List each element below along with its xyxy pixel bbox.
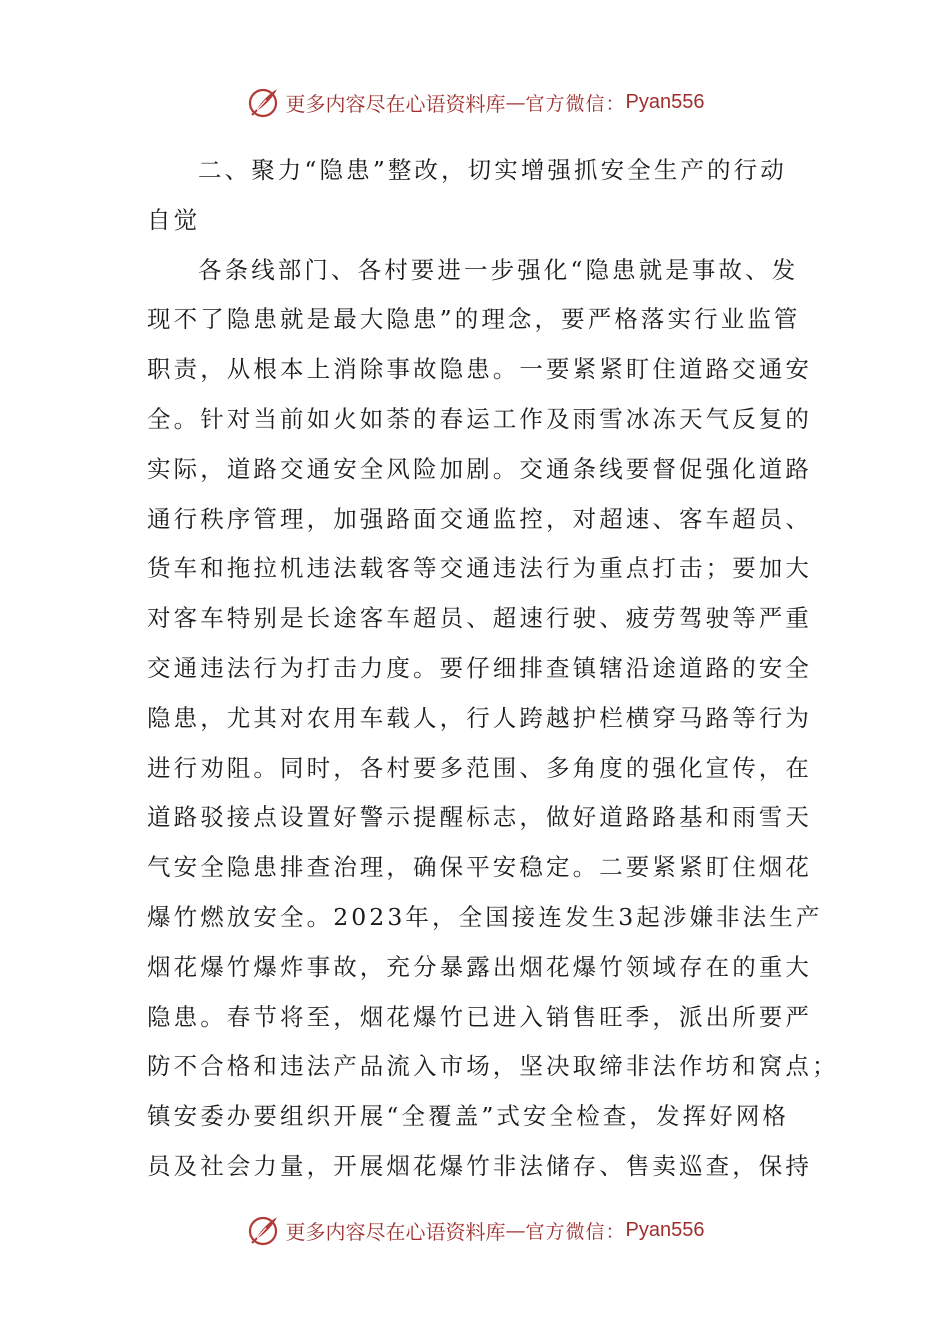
header-watermark — [0, 80, 950, 124]
body-line: 交通违法行为打击力度。要仔细排查镇辖沿途道路的安全 — [147, 653, 812, 682]
heading-line: 自觉 — [147, 205, 201, 234]
section-heading — [147, 146, 787, 246]
watermark-contact-label: 官方微信： — [525, 1220, 626, 1243]
body-line: 通行秩序管理，加强路面交通监控，对超速、客车超员、 — [147, 504, 812, 533]
body-line: 全。针对当前如火如荼的春运工作及雨雪冰冻天气反复的 — [147, 404, 812, 433]
body-line: 货车和拖拉机违法载客等交通违法行为重点打击；要加大 — [147, 554, 812, 583]
body-line: 进行劝阻。同时，各村要多范围、多角度的强化宣传，在 — [147, 753, 812, 782]
watermark-dash: — — [505, 90, 526, 114]
watermark-brand: 更多内容尽在心语资料库 — [285, 1219, 506, 1244]
body-line: 各条线部门、各村要进一步强化“隐患就是事故、发 — [198, 255, 799, 284]
body-line: 镇安委办要组织开展“全覆盖”式安全检查，发挥好网格 — [147, 1102, 790, 1131]
body-line: 职责，从根本上消除事故隐患。一要紧紧盯住道路交通安 — [147, 355, 812, 384]
watermark-brand: 更多内容尽在心语资料库 — [285, 91, 506, 116]
body-line: 防不合格和违法产品流入市场，坚决取缔非法作坊和窝点； — [147, 1052, 839, 1081]
document-body — [147, 146, 839, 1192]
body-line: 道路驳接点设置好警示提醒标志，做好道路路基和雨雪天 — [147, 803, 812, 832]
body-line: 现不了隐患就是最大隐患”的理念，要严格落实行业监管 — [147, 305, 801, 334]
watermark-contact-label: 官方微信： — [525, 92, 626, 115]
watermark-contact-id: Pyan556 — [625, 1218, 705, 1241]
body-line: 隐患，尤其对农用车载人，行人跨越护栏横穿马路等行为 — [147, 703, 812, 732]
watermark-dash: — — [505, 1218, 526, 1242]
footer-watermark — [0, 1208, 950, 1252]
watermark-contact-id: Pyan556 — [625, 90, 705, 113]
body-line: 烟花爆竹爆炸事故，充分暴露出烟花爆竹领域存在的重大 — [147, 952, 812, 981]
body-line: 爆竹燃放安全。2023年，全国接连发生3起涉嫌非法生产 — [147, 902, 823, 931]
body-paragraph — [147, 246, 839, 1192]
quill-logo-icon — [246, 84, 282, 120]
body-line: 员及社会力量，开展烟花爆竹非法储存、售卖巡查，保持 — [147, 1151, 812, 1180]
body-line: 隐患。春节将至，烟花爆竹已进入销售旺季，派出所要严 — [147, 1002, 812, 1031]
body-line: 对客车特别是长途客车超员、超速行驶、疲劳驾驶等严重 — [147, 604, 812, 633]
body-line: 实际，道路交通安全风险加剧。交通条线要督促强化道路 — [147, 454, 812, 483]
quill-logo-icon — [246, 1212, 282, 1248]
heading-line: 二、聚力“隐患”整改，切实增强抓安全生产的行动 — [198, 156, 787, 184]
body-line: 气安全隐患排查治理，确保平安稳定。二要紧紧盯住烟花 — [147, 853, 812, 882]
